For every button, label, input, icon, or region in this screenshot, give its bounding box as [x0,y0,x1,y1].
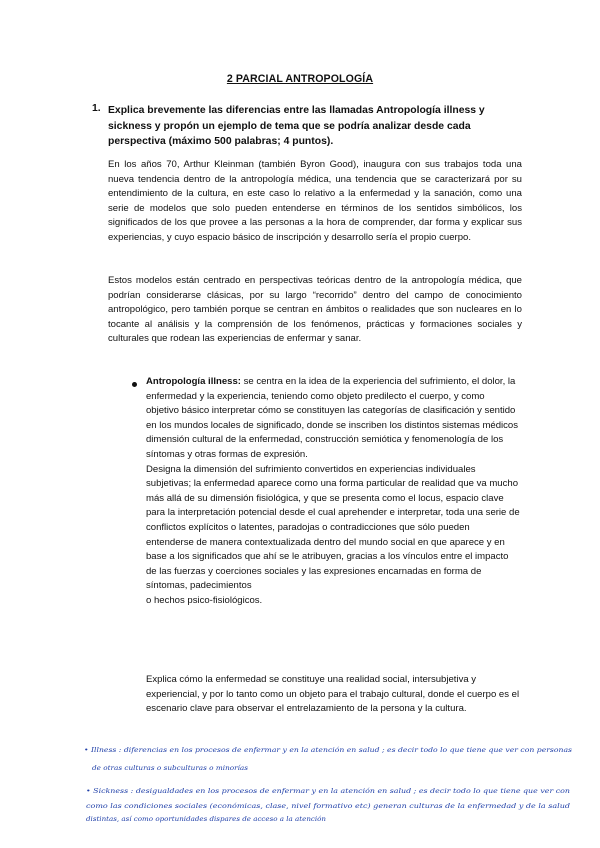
question-number: 1. [92,103,101,114]
handwritten-note2-line1: • Sickness : desigualdades en los procesos de enfermar y en la atención en salud ; es decir todo lo que tiene que ver con [86,787,570,795]
paragraph-intro: En los años 70, Arthur Kleinman (también Byron Good), inaugura con sus trabajos toda una nueva tendencia dentro de la antropología médica, una tendencia que se caracterizará por su entendimiento de la cultura, en este caso lo relativo a la enfermedad y la sanación, como una serie de modelos que solo pueden entenderse en términos de los sentidos simbólicos, los significados de los que provee a las personas a la hora de comprender, dar forma y explicar sus experiencias, y cuyo espacio básico de inscripción y desarrollo sería el propio cuerpo. [108,159,522,243]
handwritten-note1-line1: • Illness : diferencias en los procesos de enfermar y en la atención en salud ; es decir todo lo que tiene que ver con personas [84,746,573,754]
handwritten-note2-line2: como las condiciones sociales (económicas, clase, nivel formativo etc) generan culturas de la enfermedad y de la salud [86,802,570,810]
handwritten-note2-line3: distintas, así como oportunidades dispares de acceso a la atención [86,815,326,823]
handwritten-notes-svg [0,738,600,848]
explica-paragraph: Explica cómo la enfermedad se constituye una realidad social, intersubjetiva y experiencial, y por lo tanto como un objeto para el trabajo cultural, donde el cuerpo es el escenario clave para observar el entrelazamiento de la persona y la cultura. [146,674,520,715]
handwritten-note1-line2: de otras culturas o subculturas o minorías [92,764,249,772]
handwritten-notes [0,738,600,848]
paragraph-models: Estos modelos están centrado en perspectivas teóricas dentro de la antropología médica, que podrían considerarse clásicas, por su largo “recorrido” dentro del campo de conocimiento antropológico, pero también porque se centran en ámbitos o realidades que son nucleares en lo tocante al análisis y la comprensión de los fenómenos, prácticas y formaciones sociales y culturales que rodean las experiencias de enfermar y sanar. [108,275,522,345]
bullet-text-2: Designa la dimensión del sufrimiento convertidos en experiencias individuales subjetivas; la enfermedad aparece como una forma particular de realidad que va mucho más allá de su dimensión fisiológica, y que se presenta como el locus, espacio clave para la interpretación potencial desde el cual aprehender e interpretar, toda una serie de conflictos explícitos o latentes, paradojas o contradicciones que sólo pueden entenderse de manera contextualizada dentro del mundo social en que aparece y en base a los significados que ahí se le atribuyen, gracias a los vínculos entre el impacto de las fuerzas y coerciones sociales y las expresiones encarnadas en forma de síntomas, padecimientos [146,463,520,592]
bullet-illness [146,375,520,609]
bullet-dot-icon [132,382,137,387]
bullet-text-1: se centra en la idea de la experiencia del sufrimiento, el dolor, la enfermedad y la experiencia, teniendo como objeto predilecto el cuerpo, y como objetivo básico interpretar cómo se constituyen las categorías de clasificación y sentido en los mundos locales de significado, donde se inscriben los distintos sistemas médicos dimensión cultural de la enfermedad, construcción semiótica y fenomenología de los síntomas y otras formas de expresión. [146,376,518,460]
question-text: Explica brevemente las diferencias entre las llamadas Antropología illness y sickness y propón un ejemplo de tema que se podría analizar desde cada perspectiva (máximo 500 palabras; 4 puntos). [108,105,485,147]
bullet-text-3: o hechos psico-fisiológicos. [146,594,263,606]
bullet-term: Antropología illness: [146,376,241,387]
page-title: 2 PARCIAL ANTROPOLOGÍA [226,73,374,85]
